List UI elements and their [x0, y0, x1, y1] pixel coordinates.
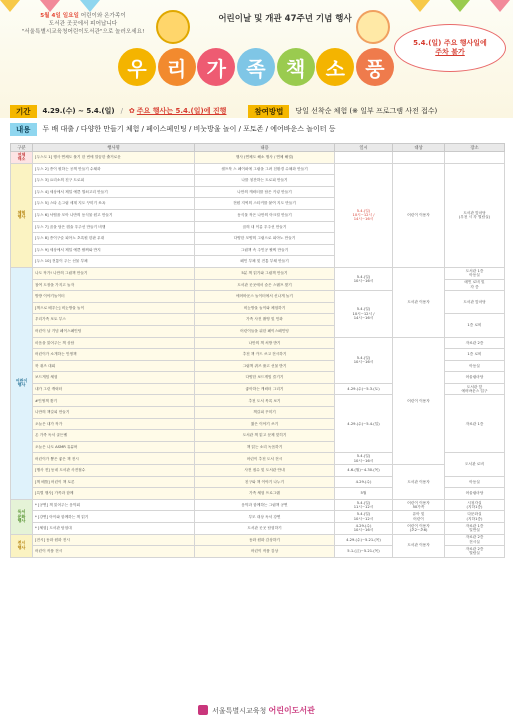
- content-tag: 내용: [10, 123, 37, 136]
- target-cell: 어린이 이용자 50가족: [393, 499, 445, 511]
- place-cell: 메인 로비 및 각 층: [445, 279, 505, 291]
- target-cell: [393, 152, 445, 164]
- program-cell: [두스 6] 낙엽을 모아 나만의 동식물 원고 만들기: [33, 209, 195, 221]
- table-row: [11, 163, 505, 175]
- date-cell: 4.29.(수): [335, 476, 393, 488]
- program-cell: 내가 그린 캐릭터: [33, 383, 195, 395]
- program-cell: [두스 10] 전통이 주는 선물 부채: [33, 256, 195, 268]
- content-text: 두 배 대출 / 다양한 만들기 체험 / 페이스페인팅 / 비눗방울 놀이 / 포토존 / 에어바운스 놀이터 등: [42, 125, 336, 133]
- target-cell: 어린이 이용자: [393, 163, 445, 267]
- category-cell: 체험 행사: [11, 163, 33, 267]
- date-cell: 5.1.(금)~5.21.(목): [335, 546, 393, 558]
- description-cell: 도서관 곳곳 탐험하기: [195, 523, 335, 535]
- program-cell: [책 배틀] 어린이 책 토론: [33, 476, 195, 488]
- col-target: 대상: [393, 144, 445, 152]
- table-row: [11, 465, 505, 477]
- description-cell: 사전 접수 및 도서관 안내: [195, 465, 335, 477]
- description-cell: 그림책 퀴즈 풀고 선물 받기: [195, 360, 335, 372]
- target-cell: 도서관 이용자: [393, 534, 445, 557]
- title-char: 리: [158, 48, 196, 86]
- place-cell: 다문화실 (지하1층): [445, 511, 505, 523]
- description-cell: 친구와 책 이야기 나누기: [195, 476, 335, 488]
- program-cell: [두스 2] 종이 원하는 공책 만들기 수채화: [33, 163, 195, 175]
- place-cell: 자료관 2층: [445, 337, 505, 349]
- program-cell: 북 퀴즈 대회: [33, 360, 195, 372]
- date-cell: 5.4.(일) 10시~16시: [335, 267, 393, 290]
- description-cell: 5분 책 읽기와 그림책 만들기: [195, 267, 335, 279]
- description-cell: 셀프북 스 페이퍼에 그림을 그려 친환경 수채화 만들기: [195, 163, 335, 175]
- col-program: 행사명: [33, 144, 195, 152]
- description-cell: 추천 도서 목록 보기: [195, 395, 335, 407]
- description-cell: 음악과 함께하는 그림책 공연: [195, 499, 335, 511]
- period-text: 4.29.(수) ~ 5.4.(일): [42, 107, 115, 115]
- program-cell: 온 가족 독서 골든벨: [33, 430, 195, 442]
- description-cell: 추천 책 카드 쓰고 전시하기: [195, 349, 335, 361]
- title-char: 우: [118, 48, 156, 86]
- description-cell: 부모 대상 독서 강연: [195, 511, 335, 523]
- table-row: [11, 534, 505, 546]
- notice-date: 5월 4일 일요일: [40, 13, 79, 19]
- table-row: [11, 511, 505, 523]
- description-cell: 책갈피 꾸미기: [195, 407, 335, 419]
- description-cell: 비눗방울 놀이와 체험하기: [195, 302, 335, 314]
- program-cell: * [강연] 아이와 함께하는 책 읽기: [33, 511, 195, 523]
- target-cell: 도서관 이용자: [393, 465, 445, 500]
- title-char: 소: [316, 48, 354, 86]
- description-cell: 동식물 작은 나만의 아크릴 만들기: [195, 209, 335, 221]
- col-description: 내용: [195, 144, 335, 152]
- place-cell: 도서관 1층 아동실: [445, 267, 505, 279]
- place-cell: 자료관 1층: [445, 395, 505, 453]
- title-char: 풍: [356, 48, 394, 86]
- program-cell: 나도 작가! 나만의 그림책 만들기: [33, 267, 195, 279]
- description-cell: 책 읽는 소리 녹음하기: [195, 441, 335, 453]
- event-title: [118, 48, 394, 92]
- col-category: 구분: [11, 144, 33, 152]
- date-cell: 4.6.(월)~4.30.(목): [335, 465, 393, 477]
- program-cell: [전시] 동화 원화 전시: [33, 534, 195, 546]
- description-cell: 짧은 이야기 쓰기: [195, 418, 335, 430]
- place-cell: 도서관 앞마당: [445, 291, 505, 314]
- period-tag: 기간: [10, 105, 37, 118]
- place-cell: 자료관 2층 열람실: [445, 546, 505, 558]
- place-cell: 1층 로비: [445, 314, 505, 337]
- date-cell: 4.29.(수)~5.3.(토): [335, 383, 393, 395]
- place-cell: 어울림마당: [445, 372, 505, 384]
- title-char: 가: [197, 48, 235, 86]
- program-cell: [두스 3] 요리소의 친구 트로피: [33, 175, 195, 187]
- description-cell: 꿈의 내 이름 우주선 만들기: [195, 221, 335, 233]
- description-cell: 가족 사진 촬영 및 인화: [195, 314, 335, 326]
- program-cell: 어린이가 뽑은 좋은 책 전시: [33, 453, 195, 465]
- category-cell: 전시 행사: [11, 534, 33, 557]
- place-cell: 아동실: [445, 360, 505, 372]
- description-cell: 나만의 책 처방 받기: [195, 337, 335, 349]
- program-cell: [두스 9] 세상에서 제일 예쁜 팔찌와 반지: [33, 244, 195, 256]
- description-cell: 좋아하는 캐릭터 그리기: [195, 383, 335, 395]
- col-place: 장소: [445, 144, 505, 152]
- description-cell: 행사 (연체도 해소 행사 / 연체 해결): [195, 152, 335, 164]
- program-cell: [행사 전] 동네 도서관 사전접수: [33, 465, 195, 477]
- period-row: 기간 4.29.(수) ~ 5.4.(일) / ✿ 주요 행사는 5.4.(일)에 진행 참여방법 당일 선착순 체험 (※ 일부 프로그램 사전 접수): [10, 104, 504, 118]
- place-cell: 도서관 앞마당 (우천 시 각 열람실): [445, 163, 505, 267]
- date-cell: 5.4.(일) 10시~12시 / 14시~16시: [335, 291, 393, 337]
- date-cell: 4.29.(수)~5.21.(목): [335, 534, 393, 546]
- notice-line1: 어린이와 온가족이: [78, 13, 126, 19]
- date-cell: 5월: [335, 488, 393, 500]
- footer-logo: [0, 700, 513, 720]
- notice-text: [8, 12, 158, 36]
- description-cell: 어린이 작품 감상: [195, 546, 335, 558]
- table-row: [11, 499, 505, 511]
- program-cell: 어린이가 소개하는 인생책: [33, 349, 195, 361]
- date-cell: 5.4.(일) 10시~12시 / 14시~16시: [335, 163, 393, 267]
- method-text: 당일 선착순 체험 (※ 일부 프로그램 사전 접수): [295, 107, 438, 115]
- description-cell: 가족 체험 프로그램: [195, 488, 335, 500]
- mascot-left-icon: [156, 10, 190, 44]
- title-char: 책: [277, 48, 315, 86]
- program-cell: [두스 5] 스타 손그림 세계 지도 꾸미기 쏘옥: [33, 198, 195, 210]
- description-cell: 그림책 속 주인공 팔찌 만들기: [195, 244, 335, 256]
- main-event-text: 주요 행사는 5.4.(일)에 진행: [136, 107, 227, 115]
- table-row: [11, 267, 505, 279]
- description-cell: 나만의 캐릭터를 담은 키링 만들기: [195, 186, 335, 198]
- target-cell: 도서관 이용자: [393, 267, 445, 337]
- program-cell: 방방 이야기놀이터: [33, 291, 195, 303]
- col-datetime: 일시: [335, 144, 393, 152]
- description-cell: 전원 지역의 스티커를 붙여 지도 만들기: [195, 198, 335, 210]
- program-cell: 나만의 책갈피 만들기: [33, 407, 195, 419]
- notice-line2: 도서관 곳곳에서 피어납니다: [48, 21, 118, 27]
- place-cell: [445, 152, 505, 164]
- program-table: [10, 143, 505, 558]
- title-char: 족: [237, 48, 275, 86]
- program-cell: 어린이 날 기념 페이스페인팅: [33, 325, 195, 337]
- date-cell: 5.4.(일) 10시~12시: [335, 511, 393, 523]
- description-cell: 어린이들을 위한 페이스페인팅: [195, 325, 335, 337]
- date-cell: 5.4.(일) 10시~16시: [335, 337, 393, 383]
- place-cell: 자료관 2층 전시실: [445, 534, 505, 546]
- date-cell: 4.29.(수)~5.4.(일): [335, 395, 393, 453]
- place-cell: 도서관 로비: [445, 453, 505, 476]
- category-cell: 연체 해소: [11, 152, 33, 164]
- place-cell: 도서관 앞 에어바운스 입구: [445, 383, 505, 395]
- description-cell: 어린이 추천 도서 전시: [195, 453, 335, 465]
- date-cell: 5.4.(일) 11시~12시: [335, 499, 393, 511]
- program-cell: 우리가족 포토 부스: [33, 314, 195, 326]
- program-cell: [두스 8] 종이구슬 피아노 초록원 한판 무대: [33, 233, 195, 245]
- table-row: [11, 337, 505, 349]
- program-cell: 마음을 읽어주는 책 상담: [33, 337, 195, 349]
- target-cell: 유아 및 어린이: [393, 511, 445, 523]
- event-subtitle: 어린이날 및 개관 47주년 기념 행사: [218, 14, 352, 24]
- description-cell: 나를 칭찬하는 트로피 만들기: [195, 175, 335, 187]
- place-cell: 시청각실 (지하1층): [445, 499, 505, 511]
- footer-org-name: 어린이도서관: [268, 705, 315, 715]
- description-cell: 다양한 보드게임 즐기기: [195, 372, 335, 384]
- category-cell: 독서 문화 행사: [11, 499, 33, 534]
- program-cell: * [체험] 도서관 탐험대: [33, 523, 195, 535]
- parking-notice-line2: 주차 불가: [435, 48, 465, 56]
- flower-icon: ✿: [128, 107, 135, 115]
- description-cell: 페인 부채 및 전통 부채 만들기: [195, 256, 335, 268]
- table-header-row: [11, 144, 505, 152]
- program-cell: 오늘은 나도 ASMR 유튜버: [33, 441, 195, 453]
- program-cell: 참여 도장을 가지고 놀자: [33, 279, 195, 291]
- notice-line3: "서울특별시교육청어린이도서관"으로 놀러오세요!: [21, 29, 145, 35]
- parking-notice-line1: 5.4.(일) 주요 행사일에: [413, 39, 487, 47]
- place-cell: 자료관 1층 일반실: [445, 523, 505, 535]
- description-cell: 다양한 모양의 그림으로 피아노 만들기: [195, 233, 335, 245]
- program-cell: 오늘은 내가 작가: [33, 418, 195, 430]
- place-cell: 어울림마당: [445, 488, 505, 500]
- place-cell: 1층 로비: [445, 349, 505, 361]
- category-cell: 어린이 행사: [11, 267, 33, 499]
- date-cell: 4.29.(수) 10시~16시: [335, 523, 393, 535]
- table-row: [11, 523, 505, 535]
- target-cell: 어린이 이용자 (초2~초6): [393, 523, 445, 535]
- program-cell: 어린이 작품 전시: [33, 546, 195, 558]
- parking-notice-badge: [394, 24, 506, 72]
- place-cell: 아동실: [445, 476, 505, 488]
- program-cell: [두스 4] 세상에서 제일 예쁜 열쇠고리 만들기: [33, 186, 195, 198]
- date-cell: 5.4.(일) 10시~16시: [335, 453, 393, 465]
- description-cell: 동화 원화 감상하기: [195, 534, 335, 546]
- method-tag: 참여방법: [248, 105, 289, 118]
- description-cell: 도서관 곳곳에서 숨은 스탬프 찾기: [195, 279, 335, 291]
- program-cell: * [공연] 책 읽어주는 음악회: [33, 499, 195, 511]
- description-cell: 도서관 책 읽고 문제 맞히기: [195, 430, 335, 442]
- program-cell: [두스도 1] 행사 연체도 풀기 한 번에 말끔한 출거로운: [33, 152, 195, 164]
- program-cell: 보드게임 체험: [33, 372, 195, 384]
- table-row: [11, 152, 505, 164]
- footer-org-prefix: 서울특별시교육청: [212, 706, 267, 715]
- program-cell: #인생책 찾기: [33, 395, 195, 407]
- target-cell: 어린이 이용자: [393, 337, 445, 465]
- event-header: [0, 0, 513, 118]
- description-cell: 에어바운스 놀이터에서 신나게 놀기: [195, 291, 335, 303]
- content-row: [10, 122, 504, 136]
- date-cell: [335, 152, 393, 164]
- program-cell: [두스 7] 꿈을 담은 캡슐 우주선 만들기 비행: [33, 221, 195, 233]
- library-logo-icon: [198, 705, 208, 715]
- program-cell: [특별 행사] 가족과 함께: [33, 488, 195, 500]
- program-cell: [책으로 배우는] 비눗방울 놀이: [33, 302, 195, 314]
